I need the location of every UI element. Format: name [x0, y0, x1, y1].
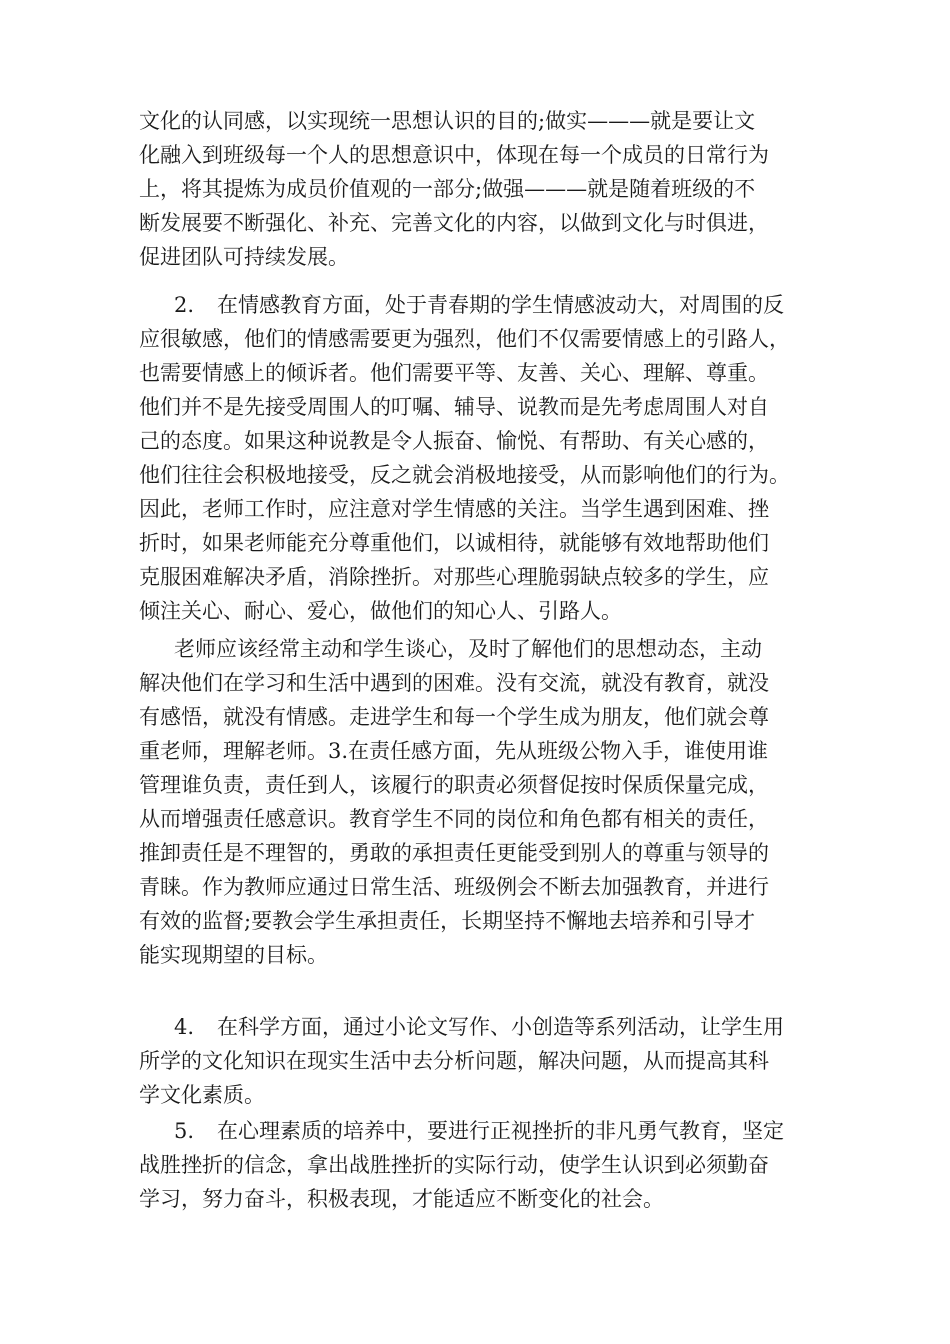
- paragraph-line: 能实现期望的目标。: [139, 943, 328, 967]
- paragraph-line: 学习，努力奋斗，积极表现，才能适应不断变化的社会。: [139, 1187, 664, 1211]
- paragraph-first-line: [139, 1114, 839, 1148]
- paragraph-line: 学文化素质。: [139, 1083, 265, 1107]
- paragraph-line: 促进团队可持续发展。: [139, 245, 349, 269]
- paragraph-culture-continuation: [139, 104, 839, 274]
- paragraph-line: 化融入到班级每一个人的思想意识中，体现在每一个成员的日常行为: [139, 143, 769, 167]
- paragraph-line: 所学的文化知识在现实生活中去分析问题，解决问题，从而提高其科: [139, 1049, 769, 1073]
- paragraph-number: 5.: [174, 1119, 195, 1143]
- paragraph-line-text: 在情感教育方面，处于青春期的学生情感波动大，对周围的反: [217, 293, 784, 317]
- paragraph-line: 上，将其提炼为成员价值观的一部分;做强———就是随着班级的不: [139, 177, 756, 201]
- paragraph-line: 管理谁负责，责任到人，该履行的职责必须督促按时保质保量完成，: [139, 773, 769, 797]
- paragraph-number: 2.: [174, 293, 195, 317]
- paragraph-line: 从而增强责任感意识。教育学生不同的岗位和角色都有相关的责任，: [139, 807, 769, 831]
- paragraph-line: 断发展要不断强化、补充、完善文化的内容，以做到文化与时俱进，: [139, 211, 769, 235]
- paragraph-line: 文化的认同感，以实现统一思想认识的目的;做实———就是要让文: [139, 109, 756, 133]
- paragraph-emotional-education: [139, 288, 839, 628]
- paragraph-line: 解决他们在学习和生活中遇到的困难。没有交流，就没有教育，就没: [139, 671, 769, 695]
- paragraph-line: 青睐。作为教师应通过日常生活、班级例会不断去加强教育，并进行: [139, 875, 769, 899]
- paragraph-line: 克服困难解决矛盾，消除挫折。对那些心理脆弱缺点较多的学生，应: [139, 565, 769, 589]
- paragraph-number: 4.: [174, 1015, 195, 1039]
- paragraph-line: 倾注关心、耐心、爱心，做他们的知心人、引路人。: [139, 599, 622, 623]
- paragraph-teacher-communication: [139, 632, 839, 972]
- paragraph-line-text: 在科学方面，通过小论文写作、小创造等系列活动，让学生用: [217, 1015, 784, 1039]
- paragraph-psychological-quality: [139, 1114, 839, 1216]
- paragraph-line: 他们往往会积极地接受，反之就会消极地接受，从而影响他们的行为。: [139, 463, 790, 487]
- paragraph-line: 折时，如果老师能充分尊重他们，以诚相待，就能够有效地帮助他们: [139, 531, 769, 555]
- paragraph-line: 重老师，理解老师。3.在责任感方面，先从班级公物入手，谁使用谁: [139, 739, 769, 763]
- paragraph-first-line: 老师应该经常主动和学生谈心，及时了解他们的思想动态，主动: [174, 637, 762, 661]
- paragraph-line-text: 在心理素质的培养中，要进行正视挫折的非凡勇气教育，坚定: [217, 1119, 784, 1143]
- paragraph-line: 有效的监督;要教会学生承担责任，长期坚持不懈地去培养和引导才: [139, 909, 756, 933]
- paragraph-line: 战胜挫折的信念，拿出战胜挫折的实际行动，使学生认识到必须勤奋: [139, 1153, 769, 1177]
- paragraph-line: 有感悟，就没有情感。走进学生和每一个学生成为朋友，他们就会尊: [139, 705, 769, 729]
- paragraph-line: 他们并不是先接受周围人的叮嘱、辅导、说教而是先考虑周围人对自: [139, 395, 769, 419]
- paragraph-first-line: [139, 288, 839, 322]
- paragraph-science: [139, 1010, 839, 1112]
- paragraph-line: 因此，老师工作时，应注意对学生情感的关注。当学生遇到困难、挫: [139, 497, 769, 521]
- paragraph-first-line: [139, 1010, 839, 1044]
- paragraph-line: 也需要情感上的倾诉者。他们需要平等、友善、关心、理解、尊重。: [139, 361, 769, 385]
- paragraph-line: 己的态度。如果这种说教是令人振奋、愉悦、有帮助、有关心感的，: [139, 429, 769, 453]
- paragraph-line: 推卸责任是不理智的，勇敢的承担责任更能受到别人的尊重与领导的: [139, 841, 769, 865]
- paragraph-line: 应很敏感，他们的情感需要更为强烈，他们不仅需要情感上的引路人，: [139, 327, 790, 351]
